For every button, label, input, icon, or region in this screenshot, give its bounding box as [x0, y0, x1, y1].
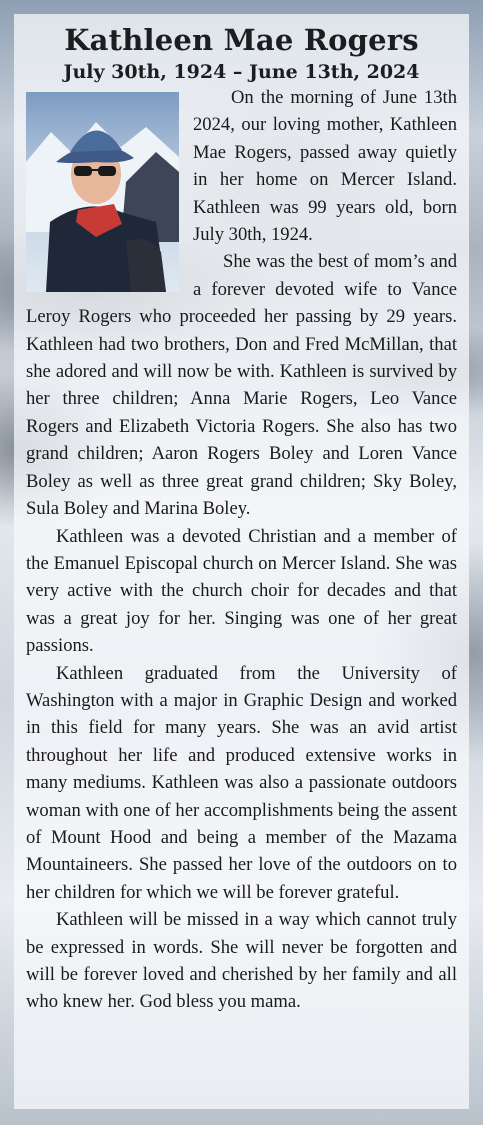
portrait-illustration	[26, 92, 179, 292]
paragraph-2: She was the best of mom’s and a forever devoted wife to Vance Leroy Rogers who proceeded her passing by 29 years. Kathleen had two brothers, Don and Fred McMillan, that she adored and will now be with. Kathleen is survived by her three children; Anna Marie Rogers, Leo Vance Rogers and Elizabeth Victoria Rogers. She also has two grand children; Aaron Rogers Boley and Loren Vance Boley as well as three great grand children; Sky Boley, Sula Boley and Marina Boley.	[26, 251, 457, 520]
deceased-name: Kathleen Mae Rogers	[64, 23, 419, 57]
paragraph-1-text: On the morning of June 13th 2024, our loving mother, Kathleen Mae Rogers, passed away quietly in her home on Mercer Island. Kathleen was 99 years old, born July 30th, 1924.	[193, 87, 457, 246]
obituary-body	[26, 84, 457, 1016]
portrait-photo	[26, 92, 179, 292]
paragraph-3: Kathleen was a devoted Christian and a member of the Emanuel Episcopal church on Mercer Island. She was very active with the church choir for decades and that was a great joy for her. Singing was one of her great passions.	[26, 525, 457, 657]
obituary-panel	[14, 14, 469, 1109]
paragraph-4: Kathleen graduated from the University of Washington with a major in Graphic Design and worked in this field for many years. She was an avid artist throughout her life and produced extensive works in many mediums. Kathleen was also a passionate outdoors woman with one of her accomplishments being the assent of Mount Hood and being a member of the Mazama Mountaineers. She passed her love of the outdoors on to her children for which we will be forever grateful.	[26, 662, 457, 903]
life-dates: July 30th, 1924 – June 13th, 2024	[63, 61, 420, 83]
paragraph-5: Kathleen will be missed in a way which cannot truly be expressed in words. She will never be forgotten and will be forever loved and cherished by her family and all who knew her. God bless you mama.	[26, 909, 457, 1013]
